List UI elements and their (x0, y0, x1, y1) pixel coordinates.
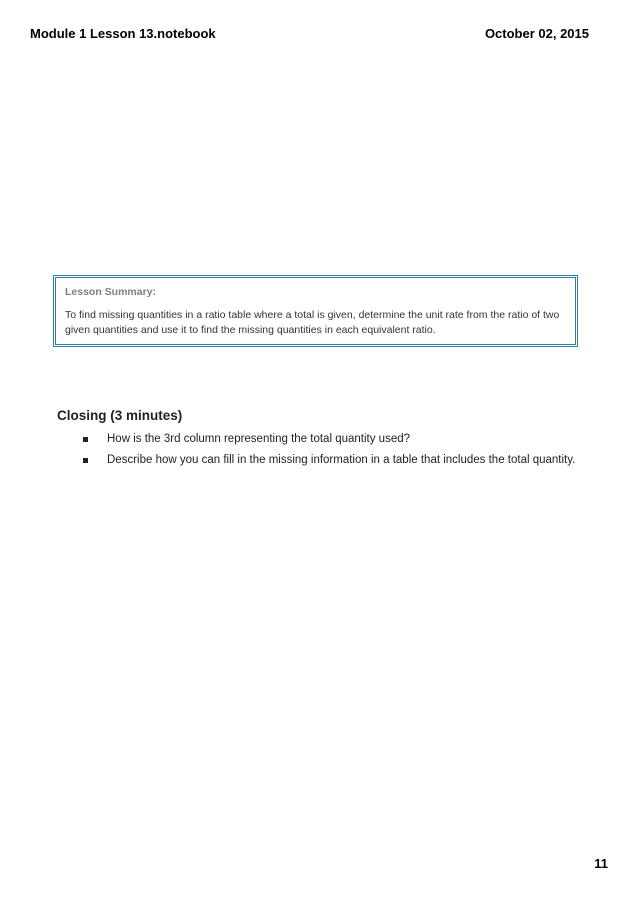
page-number: 11 (594, 856, 608, 871)
list-item (57, 450, 597, 471)
square-bullet-icon (83, 458, 88, 463)
closing-section (57, 408, 597, 471)
list-item-text: Describe how you can fill in the missing information in a table that includes the total quantity. (107, 454, 576, 466)
list-item (57, 429, 597, 450)
square-bullet-icon (83, 437, 88, 442)
lesson-summary-title: Lesson Summary: (65, 286, 157, 298)
page-date: October 02, 2015 (484, 26, 589, 41)
closing-title: Closing (3 minutes) (57, 408, 183, 423)
lesson-summary-text: To find missing quantities in a ratio table where a total is given, determine the unit rate from the ratio of two given quantities and use it to find the missing quantities in each equivalent ratio. (65, 309, 560, 336)
lesson-summary-box (53, 275, 578, 347)
closing-list (57, 429, 597, 471)
list-item-text: How is the 3rd column representing the total quantity used? (107, 433, 411, 445)
notebook-title: Module 1 Lesson 13.notebook (30, 26, 216, 41)
